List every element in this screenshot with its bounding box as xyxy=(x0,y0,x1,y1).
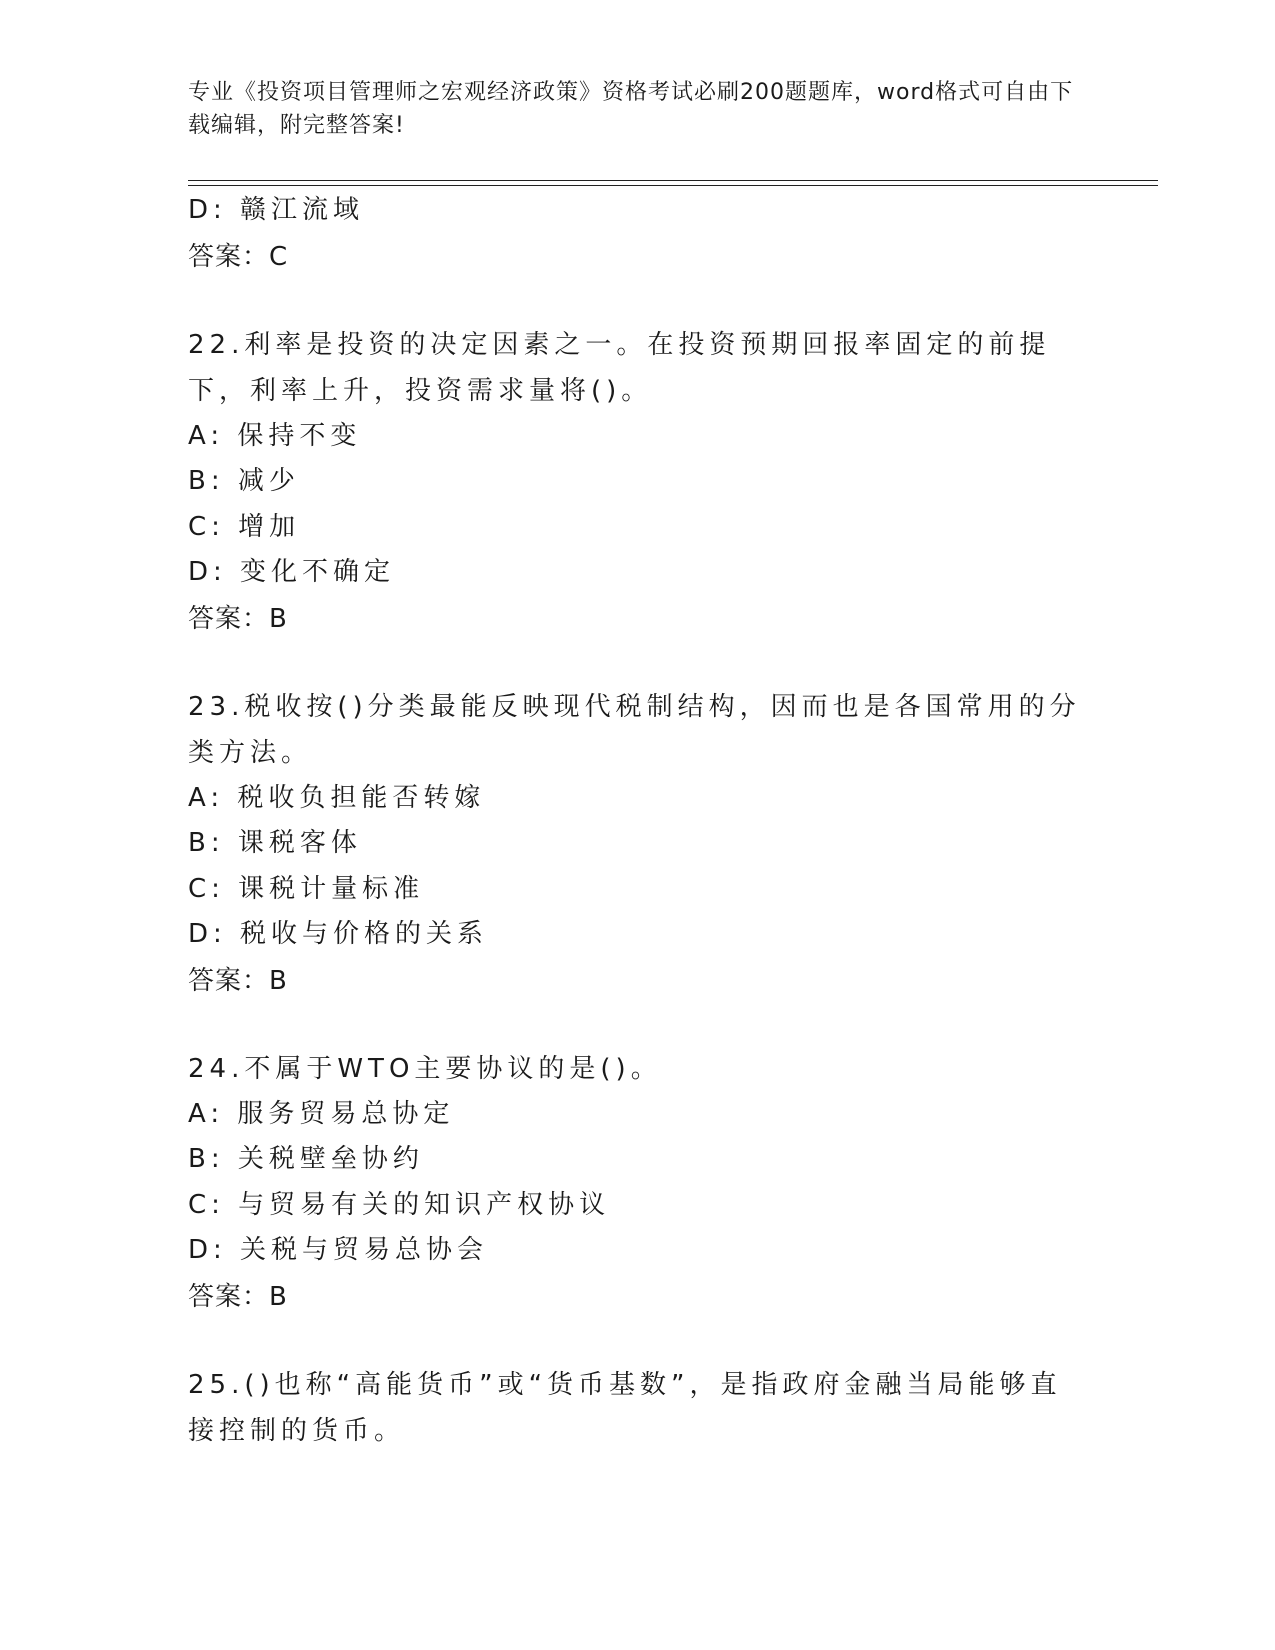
answer: 答案：B xyxy=(188,603,288,634)
question-stem: 23.税收按()分类最能反映现代税制结构，因而也是各国常用的分类方法。 xyxy=(188,691,1081,768)
question-25 xyxy=(188,1362,1088,1454)
answer: 答案：B xyxy=(188,965,288,996)
question-23 xyxy=(188,684,1088,1004)
question-stem: 25.()也称“高能货币”或“货币基数”，是指政府金融当局能够直接控制的货币。 xyxy=(188,1369,1062,1446)
option-a: A: 保持不变 xyxy=(188,420,362,451)
question-24 xyxy=(188,1046,1088,1320)
question-stem: 22.利率是投资的决定因素之一。在投资预期回报率固定的前提下，利率上升，投资需求量将()。 xyxy=(188,329,1051,406)
page-header: 专业《投资项目管理师之宏观经济政策》资格考试必刷200题题库，word格式可自由下载编辑，附完整答案! xyxy=(188,80,1074,138)
option-c: C: 课税计量标准 xyxy=(188,873,425,904)
option-d: D: 赣江流域 xyxy=(188,195,365,225)
question-22 xyxy=(188,322,1088,642)
option-a: A: 服务贸易总协定 xyxy=(188,1098,455,1129)
question-stem: 24.不属于WTO主要协议的是()。 xyxy=(188,1053,662,1084)
answer: 答案：B xyxy=(188,1281,288,1312)
answer: 答案：C xyxy=(188,241,289,272)
option-c: C: 与贸易有关的知识产权协议 xyxy=(188,1189,611,1220)
option-b: B: 关税壁垒协约 xyxy=(188,1144,424,1174)
option-a: A: 税收负担能否转嫁 xyxy=(188,782,486,813)
option-d: D: 关税与贸易总协会 xyxy=(188,1235,489,1265)
option-d: D: 税收与价格的关系 xyxy=(188,919,489,949)
option-b: B: 课税客体 xyxy=(188,828,362,858)
option-c: C: 增加 xyxy=(188,511,301,542)
header-divider-double xyxy=(188,185,1158,186)
option-b: B: 减少 xyxy=(188,466,300,496)
option-d: D: 变化不确定 xyxy=(188,557,396,587)
header-divider xyxy=(188,180,1158,181)
question-content xyxy=(188,188,1088,1454)
